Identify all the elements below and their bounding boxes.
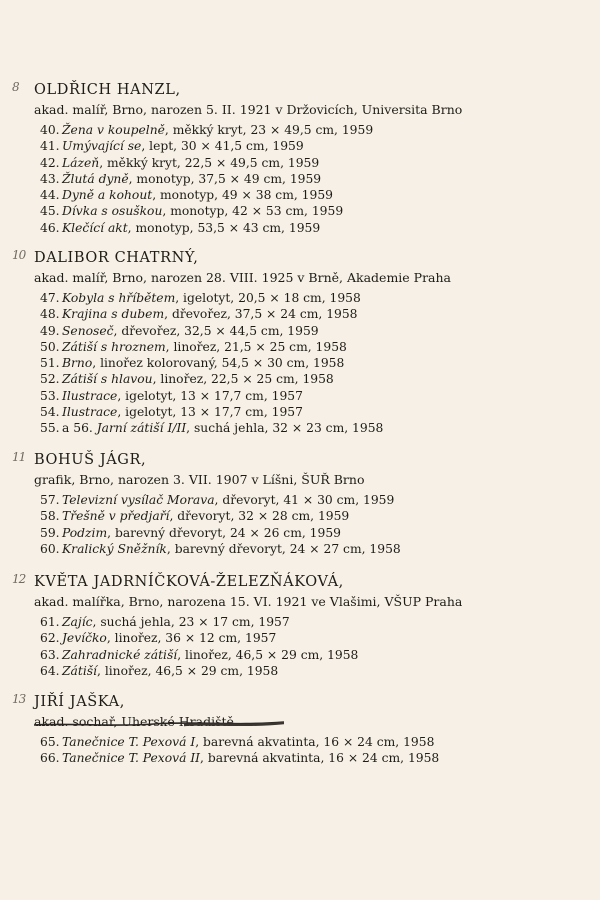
work-number: 60. — [40, 541, 60, 556]
work-item — [40, 171, 580, 187]
work-details: , dřevoryt, 32 × 28 cm, 1959 — [169, 509, 350, 524]
work-number: 44. — [40, 188, 60, 203]
artist-bio: grafik, Brno, narozen 3. VII. 1907 v Líšni, ŠUŘ Brno — [34, 472, 365, 487]
work-details: , dřevořez, 37,5 × 24 cm, 1958 — [164, 307, 358, 322]
work-title: Zátiší s hroznem — [62, 339, 166, 354]
work-title: Klečící akt — [62, 220, 128, 235]
work-title: Kralický Sněžník — [62, 541, 167, 556]
work-number: 43. — [40, 171, 60, 186]
work-details: , dřevoryt, 41 × 30 cm, 1959 — [214, 493, 395, 507]
artist-bio: akad. sochař, Uherské Hradiště — [34, 714, 234, 729]
work-title: Senoseč — [62, 323, 114, 338]
work-number: 40. — [40, 123, 60, 137]
work-details: , monotyp, 49 × 38 cm, 1959 — [152, 188, 333, 203]
work-number: 61. — [40, 615, 60, 629]
work-item — [40, 420, 580, 436]
work-details: , suchá jehla, 32 × 23 cm, 1958 — [186, 421, 384, 436]
work-title: Krajina s dubem — [62, 307, 165, 322]
work-number: 63. — [40, 647, 60, 662]
work-title: Dyně a kohout — [62, 188, 153, 203]
artist-name: DALIBOR CHATRNÝ, — [34, 250, 199, 266]
work-details: , monotyp, 42 × 53 cm, 1959 — [162, 204, 344, 219]
work-title: Televizní vysílač Morava — [62, 493, 215, 507]
work-item — [40, 663, 580, 679]
work-number: 42. — [40, 155, 60, 170]
work-title: Zajíc — [62, 615, 93, 629]
work-item — [40, 647, 580, 663]
work-number: 65. — [40, 735, 60, 749]
work-details: , linořez kolorovaný, 54,5 × 30 cm, 1958 — [92, 356, 345, 371]
work-item — [40, 155, 580, 171]
work-details: , linořez, 46,5 × 29 cm, 1958 — [177, 647, 359, 662]
work-details: , linořez, 22,5 × 25 cm, 1958 — [152, 372, 334, 387]
work-details: , linořez, 21,5 × 25 cm, 1958 — [165, 339, 347, 354]
artist-bio: akad. malíř, Brno, narozen 5. II. 1921 v Držovicích, Universita Brno — [34, 102, 463, 117]
artist-name: KVĚTA JADRNÍČKOVÁ-ŽELEZŇÁKOVÁ, — [34, 574, 344, 590]
work-title: Žena v koupelně — [62, 123, 165, 137]
work-number: 41. — [40, 139, 60, 154]
work-number: 45. — [40, 204, 60, 219]
work-details: , lept, 30 × 41,5 cm, 1959 — [141, 139, 304, 154]
work-number: 62. — [40, 631, 60, 646]
work-title: Zátiší — [62, 663, 97, 678]
margin-note: 8 — [12, 80, 19, 94]
work-item — [40, 388, 580, 404]
work-title: Ilustrace — [62, 405, 118, 420]
work-item — [40, 138, 580, 154]
margin-note: 12 — [12, 572, 26, 586]
work-item — [40, 306, 580, 322]
work-details: , dřevořez, 32,5 × 44,5 cm, 1959 — [113, 323, 319, 338]
work-number: 57. — [40, 493, 60, 507]
artist-bio: akad. malíř, Brno, narozen 28. VIII. 1925 v Brně, Akademie Praha — [34, 270, 452, 285]
work-title: Podzim — [62, 525, 108, 540]
artist-name: JIŘÍ JAŠKA, — [34, 694, 125, 710]
work-item — [40, 492, 580, 508]
work-details: , igelotyt, 13 × 17,7 cm, 1957 — [117, 388, 303, 403]
work-item — [40, 187, 580, 203]
work-title: Dívka s osuškou — [62, 204, 163, 219]
work-details: , linořez, 36 × 12 cm, 1957 — [106, 631, 277, 646]
work-details: , suchá jehla, 23 × 17 cm, 1957 — [92, 615, 290, 629]
work-details: , igelotyt, 13 × 17,7 cm, 1957 — [117, 405, 303, 420]
work-number: 48. — [40, 307, 60, 322]
work-title: Tanečnice T. Pexová II — [62, 751, 201, 766]
work-item — [40, 371, 580, 387]
margin-note: 13 — [12, 692, 26, 706]
work-number: 52. — [40, 372, 60, 387]
work-item — [40, 750, 580, 766]
work-item — [40, 404, 580, 420]
work-title: Žlutá dyně — [62, 171, 129, 186]
work-title: Třešně v předjaří — [62, 509, 170, 524]
work-details: , monotyp, 53,5 × 43 cm, 1959 — [127, 220, 321, 235]
work-title: Jarní zátiší I/II — [96, 421, 187, 436]
work-number: 54. — [40, 405, 60, 420]
work-number: 51. — [40, 356, 60, 371]
works-list — [40, 290, 580, 437]
work-item — [40, 734, 580, 750]
work-details: , monotyp, 37,5 × 49 cm, 1959 — [128, 171, 322, 186]
work-number: 64. — [40, 663, 60, 678]
work-details: , barevný dřevoryt, 24 × 26 cm, 1959 — [107, 525, 341, 540]
artist-name: OLDŘICH HANZL, — [34, 82, 181, 98]
work-number-range: a 56. — [62, 421, 97, 436]
artist-bio: akad. malířka, Brno, narozena 15. VI. 1921 ve Vlašimi, VŠUP Praha — [34, 594, 463, 609]
work-title: Umývající se — [62, 139, 142, 154]
pen-strikethrough-mark — [34, 721, 284, 729]
work-item — [40, 614, 580, 630]
work-item — [40, 339, 580, 355]
work-title: Jevíčko — [62, 631, 107, 646]
work-details: , barevný dřevoryt, 24 × 27 cm, 1958 — [166, 541, 401, 556]
work-title: Zahradnické zátiší — [62, 647, 178, 662]
work-number: 66. — [40, 751, 60, 766]
work-number: 49. — [40, 323, 60, 338]
work-details: , měkký kryt, 23 × 49,5 cm, 1959 — [164, 123, 374, 137]
work-details: , linořez, 46,5 × 29 cm, 1958 — [97, 663, 279, 678]
work-number: 50. — [40, 339, 60, 354]
work-number: 46. — [40, 220, 60, 235]
work-item — [40, 508, 580, 524]
work-number: 58. — [40, 509, 60, 524]
work-item — [40, 323, 580, 339]
works-list — [40, 492, 580, 557]
works-list — [40, 122, 580, 236]
work-title: Tanečnice T. Pexová I — [62, 735, 196, 749]
margin-note: 11 — [12, 450, 26, 464]
work-number: 53. — [40, 388, 60, 403]
work-number: 55. — [40, 421, 60, 436]
work-item — [40, 541, 580, 557]
work-details: , barevná akvatinta, 16 × 24 cm, 1958 — [200, 751, 440, 766]
works-list — [40, 614, 580, 679]
work-title: Kobyla s hříbětem — [62, 291, 176, 305]
work-details: , měkký kryt, 22,5 × 49,5 cm, 1959 — [99, 155, 320, 170]
work-title: Brno — [62, 356, 93, 371]
work-item — [40, 122, 580, 138]
work-number: 47. — [40, 291, 60, 305]
works-list — [40, 734, 580, 767]
work-item — [40, 355, 580, 371]
work-item — [40, 630, 580, 646]
work-item — [40, 525, 580, 541]
work-number: 59. — [40, 525, 60, 540]
work-item — [40, 220, 580, 236]
work-details: , barevná akvatinta, 16 × 24 cm, 1958 — [195, 735, 435, 749]
artist-name: BOHUŠ JÁGR, — [34, 452, 147, 468]
work-title: Zátiší s hlavou — [62, 372, 153, 387]
work-item — [40, 203, 580, 219]
work-title: Lázeň — [62, 155, 100, 170]
work-details: , igelotyt, 20,5 × 18 cm, 1958 — [175, 291, 361, 305]
margin-note: 10 — [12, 248, 26, 262]
work-title: Ilustrace — [62, 388, 118, 403]
work-item — [40, 290, 580, 306]
